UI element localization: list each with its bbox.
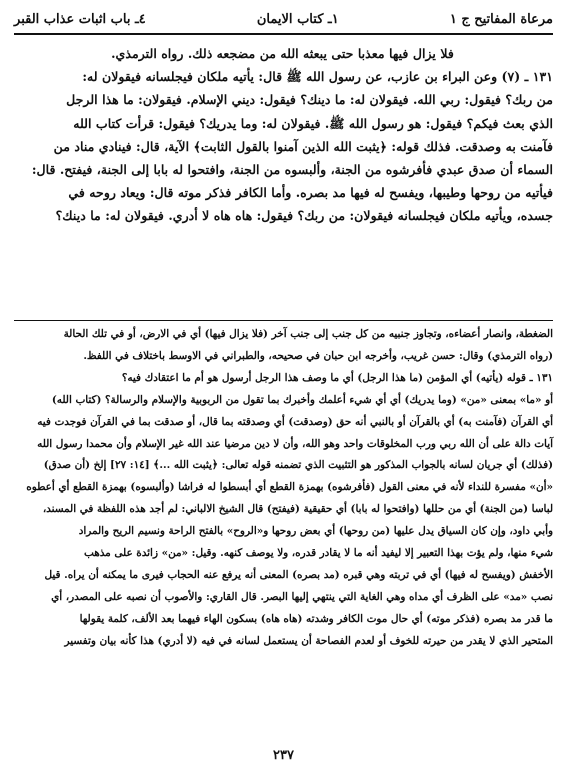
book-title: مرعاة المفاتيح ج ١ — [449, 11, 553, 27]
hadith-line: من ربك؟ فيقول: ربي الله. فيقولان له: ما دينك؟ فيقول: ديني الإسلام. فيقولان: ما هذا الرجل — [66, 92, 553, 108]
section-title: ٤ـ باب اثبات عذاب القبر — [14, 11, 146, 27]
hadith-line: الذي بعث فيكم؟ فيقول: هو رسول الله ﷺ. فيقولان له: وما يدريك؟ فيقول: قرأت كتاب الله — [73, 115, 553, 131]
chapter-title: ١ـ كتاب الايمان — [256, 11, 339, 27]
commentary-line: «أن» مفسرة للنداء لأنه في معنى القول (فأفرشوه) بهمزة القطع أي أبسطوا له فراشا (وألبسوه) بهمزة القطع أي أعطوه — [26, 481, 553, 494]
commentary-line: أو «ما» بمعنى «من» (وما يدريك) أي أي شيء أعلمك وأخبرك بما تقول من الربوبية والإسلام والرسالة؟ (كتاب الله) — [51, 393, 553, 406]
commentary-line: وأبي داود، وإن كان السياق يدل عليها (من روحها) أي بعض روحها و«الروح» بالفتح الراحة ونسيم الريح والمراد — [78, 525, 553, 538]
commentary-line: لباسا (من الجنة) أي من حللها (وافتحوا له بابا) أي حقيقية (فيفتح) قال الشيخ الالباني: لم أجد هذه اللفظة في المسند، — [42, 503, 553, 516]
commentary-line: (فذلك) أي جريان لسانه بالجواب المذكور هو التثبيت الذي تضمنه قوله تعالى: ﴿يثبت الله ...﴾ [١٤: ٢٧] إلخ (أن صدق) — [43, 459, 553, 472]
commentary-divider — [14, 320, 553, 321]
hadith-line: فيأتيه من روحها وطيبها، ويفسح له فيها مد بصره. وأما الكافر فذكر موته قال: ويعاد روحه في — [68, 185, 553, 201]
commentary-line: المتحير الذي لا يقدر من حيرته للخوف أو لعدم الفصاحة أن يستعمل لسانه في فيه (لا أدري) هذا كأنه بيان وتفسير — [64, 634, 553, 647]
hadith-line: فآمنت به وصدقت. فذلك قوله: ﴿يثبت الله الذين آمنوا بالقول الثابت﴾ الآية، قال: فينادي مناد من — [53, 138, 553, 154]
commentary-line: ما قدر مد بصره (فذكر موته) أي حال موت الكافر وشدته (هاه هاه) بسكون الهاء فيهما بعد الألف، كلمة يقولها — [79, 612, 553, 625]
commentary-line: شيء منها، ولم يؤت بهذا التعبير إلا ليفيد أنه ما لا يقادر قدره، ولا يوصف كنهه. وقيل: «من» زائدة على مذهب — [84, 547, 553, 560]
hadith-line: جسده، ويأتيه ملكان فيجلسانه فيقولان: من ربك؟ فيقول: هاه هاه لا أدري. فيقولان له: ما دينك؟ — [55, 208, 553, 224]
commentary-line: آيات دالة على أن الله ربي ورب المخلوقات واحد وهو الله، وأن لا دين مرضيا عند الله غير الإسلام وأن محمدا رسول الله — [37, 437, 553, 450]
hadith-text — [12, 42, 553, 228]
commentary-line: نصب «مد» على الظرف أي مداه وهي الغاية التي ينتهي إليها البصر. قال القاري: والأصوب أن نصبه على المصدر، أي — [51, 590, 553, 603]
hadith-line: ١٣١ ـ (٧) وعن البراء بن عازب، عن رسول الله ﷺ قال: يأتيه ملكان فيجلسانه فيقولان له: — [82, 69, 553, 85]
commentary-line: أي القرآن (فآمنت به) أي بالقرآن أو بالنبي أنه حق (وصدقت) أي وصدقته بما قال، أو صدقت بما في القرآن فوجدت فيه — [37, 415, 553, 428]
page-number: ٢٣٧ — [273, 748, 294, 763]
commentary-line: ١٣١ ـ قوله (يأتيه) أي المؤمن (ما هذا الرجل) أي ما وصف هذا الرجل أرسول هو أم ما اعتقادك فيه؟ — [121, 371, 553, 384]
hadith-line: السماء أن صدق عبدي فأفرشوه من الجنة، وألبسوه من الجنة، وافتحوا له بابا إلى الجنة، فيفتح. قال: — [31, 162, 553, 178]
commentary-line: الضغطة، وانصار أعضاءه، وتجاوز جنبيه من كل جنب إلى جنب آخر (فلا يزال فيها) أي في الارض، أو في تلك الحالة — [63, 328, 553, 340]
hadith-line: فلا يزال فيها معذبا حتى يبعثه الله من مضجعه ذلك. رواه الترمذي. — [111, 46, 454, 61]
page-header — [14, 8, 553, 30]
commentary-text — [12, 324, 553, 653]
commentary-line: الأخفش (ويفسح له فيها) أي في تربته وهي قبره (مد بصره) المعنى أنه يرفع عنه الحجاب فيرى ما يمكنه أن يراه. قيل — [44, 568, 553, 581]
commentary-line: (رواه الترمذي) وقال: حسن غريب، وأخرجه ابن حبان في صحيحه، والطبراني في الاوسط باختلاف في اللفظ. — [83, 349, 553, 362]
header-divider — [14, 33, 553, 35]
